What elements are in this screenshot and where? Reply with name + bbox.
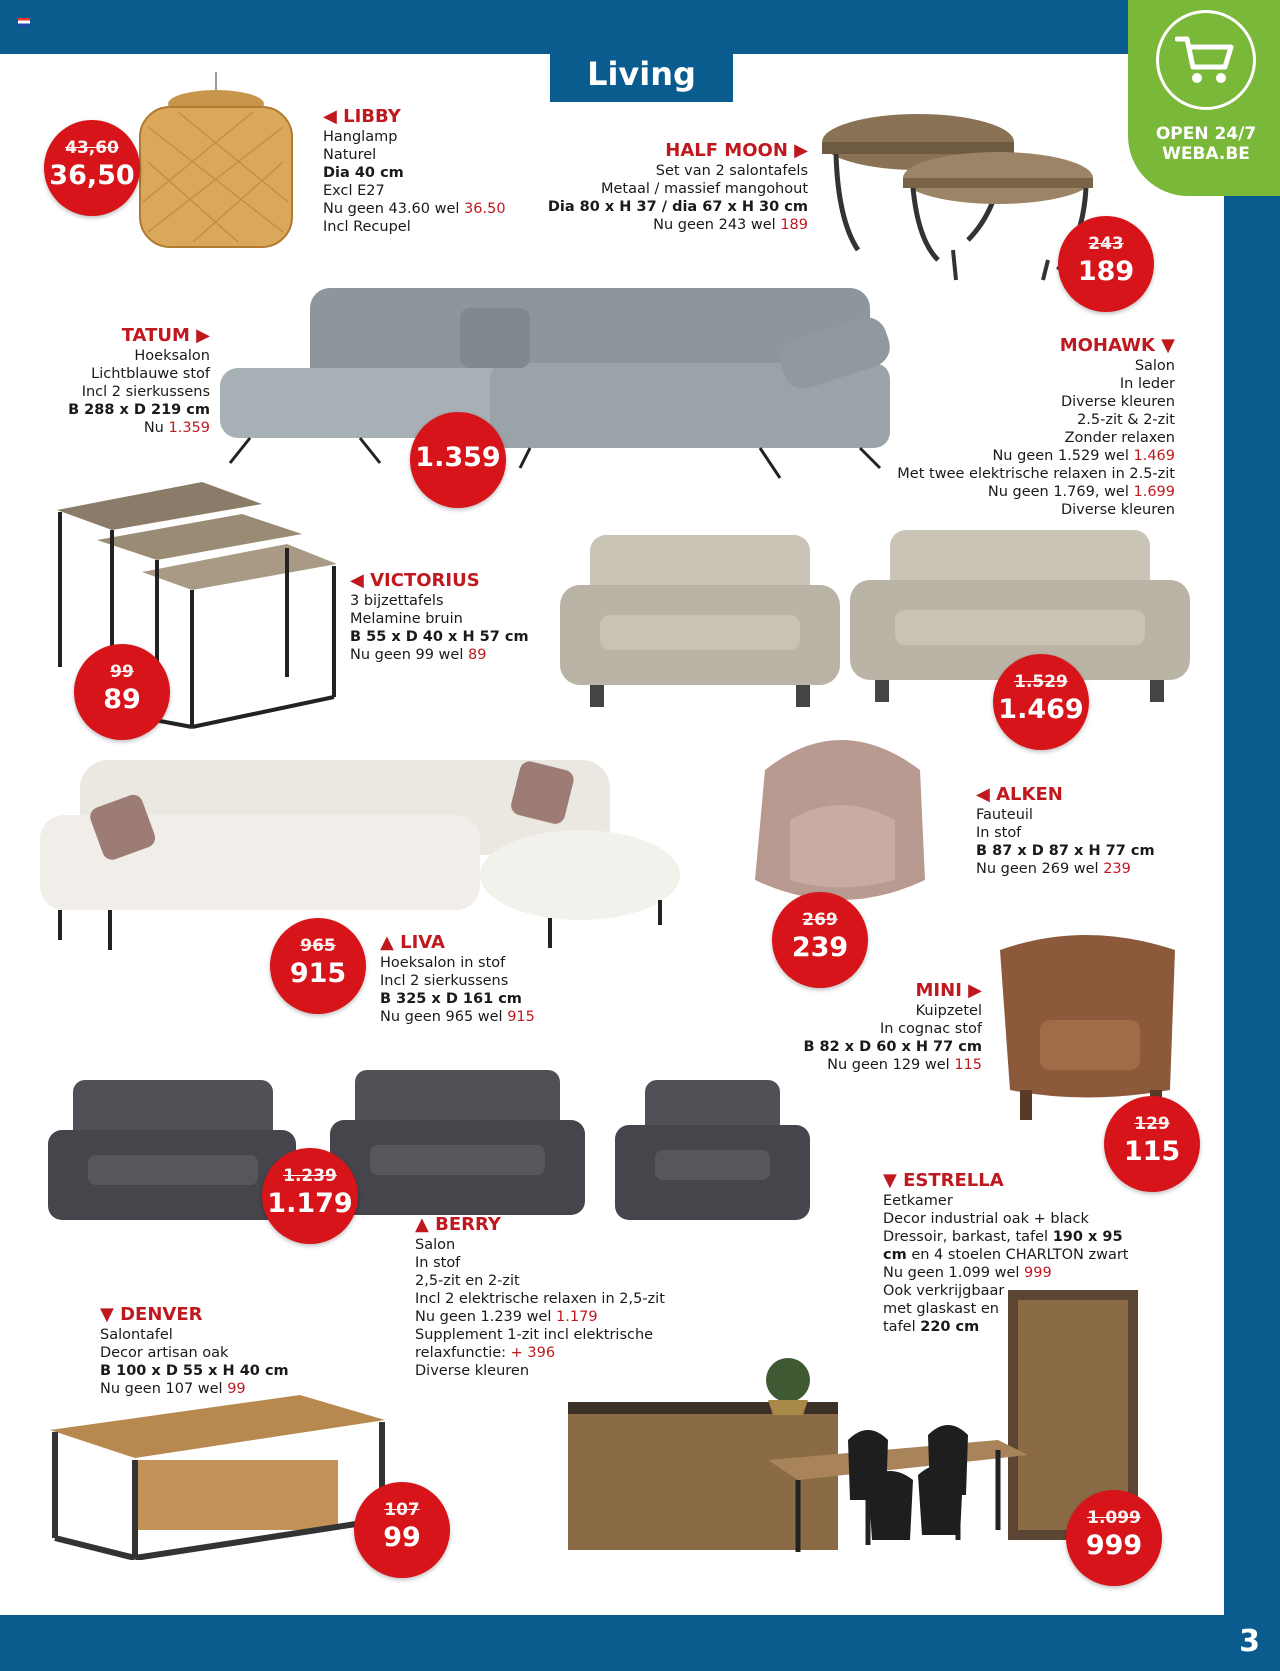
victorius-old-price: 99 bbox=[110, 662, 134, 682]
mohawk-line-2: In leder bbox=[1119, 376, 1175, 392]
victorius-dims: B 55 x D 40 x H 57 cm bbox=[350, 629, 529, 645]
mohawk-old-price: 1.529 bbox=[1014, 672, 1068, 692]
berry-line-4: Incl 2 elektrische relaxen in 2,5-zit bbox=[415, 1291, 665, 1307]
liva-old-price: 965 bbox=[300, 936, 336, 956]
alken-price-badge bbox=[772, 892, 868, 988]
mohawk-name: MOHAWK bbox=[1059, 335, 1155, 356]
denver-price-value: 99 bbox=[227, 1381, 246, 1397]
left-arrow-icon: ◀ bbox=[323, 106, 344, 127]
tatum-dims: B 288 x D 219 cm bbox=[68, 402, 210, 418]
tatum-new-price: 1.359 bbox=[415, 442, 501, 473]
liva-dims: B 325 x D 161 cm bbox=[380, 991, 522, 1007]
alken-info bbox=[976, 784, 1176, 878]
denver-old-price: 107 bbox=[384, 1500, 420, 1520]
down-arrow-icon: ▼ bbox=[100, 1304, 121, 1325]
denver-line-2: Decor artisan oak bbox=[100, 1345, 229, 1361]
mohawk-line-5: Zonder relaxen bbox=[1064, 430, 1175, 446]
mohawk-line-3: Diverse kleuren bbox=[1060, 394, 1175, 410]
mohawk-last-line: Diverse kleuren bbox=[1060, 502, 1175, 518]
halfmoon-price-text: Nu geen 243 wel bbox=[653, 217, 781, 233]
victorius-price-value: 89 bbox=[467, 647, 487, 663]
mini-info bbox=[800, 980, 982, 1074]
alken-price-value: 239 bbox=[1103, 861, 1131, 877]
mini-new-price: 115 bbox=[1123, 1136, 1181, 1167]
estrella-line-4a: cm bbox=[883, 1247, 907, 1263]
mini-line-2: In cognac stof bbox=[880, 1021, 982, 1037]
berry-last-line: Diverse kleuren bbox=[415, 1363, 530, 1379]
liva-price-badge bbox=[270, 918, 366, 1014]
berry-line-1: Salon bbox=[415, 1237, 456, 1253]
victorius-name: VICTORIUS bbox=[370, 570, 480, 591]
liva-price-value: 915 bbox=[507, 1009, 535, 1025]
libby-price-text: Nu geen 43.60 wel bbox=[323, 201, 465, 217]
mohawk-sofa-2zit-image bbox=[560, 525, 840, 715]
libby-new-price: 36,50 bbox=[49, 160, 135, 191]
berry-old-price: 1.239 bbox=[283, 1166, 337, 1186]
libby-extra-2: Incl Recupel bbox=[323, 219, 411, 235]
libby-info bbox=[323, 106, 573, 236]
mini-price-badge bbox=[1104, 1096, 1200, 1192]
liva-line-2: Incl 2 sierkussens bbox=[380, 973, 509, 989]
halfmoon-new-price: 189 bbox=[1077, 256, 1135, 287]
estrella-last-b: 220 cm bbox=[920, 1319, 980, 1335]
halfmoon-dims: Dia 80 x H 37 / dia 67 x H 30 cm bbox=[547, 199, 808, 215]
victorius-new-price: 89 bbox=[103, 684, 141, 715]
estrella-new-price: 999 bbox=[1085, 1530, 1143, 1561]
libby-line-1: Hanglamp bbox=[323, 129, 398, 145]
right-arrow-icon: ▶ bbox=[787, 140, 808, 161]
libby-line-2: Naturel bbox=[323, 147, 377, 163]
libby-extra: Excl E27 bbox=[323, 183, 385, 199]
mohawk-new-price: 1.469 bbox=[998, 694, 1084, 725]
berry-name: BERRY bbox=[435, 1214, 501, 1235]
alken-old-price: 269 bbox=[802, 910, 838, 930]
cart-icon bbox=[1156, 10, 1256, 110]
alken-new-price: 239 bbox=[791, 932, 849, 963]
liva-line-1: Hoeksalon in stof bbox=[380, 955, 506, 971]
estrella-line-2: Decor industrial oak + black bbox=[883, 1211, 1089, 1227]
alken-line-1: Fauteuil bbox=[976, 807, 1033, 823]
estrella-line-4b: en 4 stoelen CHARLTON zwart bbox=[906, 1247, 1129, 1263]
estrella-line-3b: 190 x 95 bbox=[1052, 1229, 1123, 1245]
berry-sofa-2zit-image bbox=[48, 1080, 296, 1230]
denver-info bbox=[100, 1304, 320, 1398]
berry-info bbox=[415, 1214, 675, 1380]
mohawk-info bbox=[880, 335, 1175, 519]
victorius-price-badge bbox=[74, 644, 170, 740]
berry-sofa-25zit-image bbox=[330, 1070, 585, 1222]
denver-price-badge bbox=[354, 1482, 450, 1578]
mini-line-1: Kuipzetel bbox=[915, 1003, 982, 1019]
victorius-line-2: Melamine bruin bbox=[350, 611, 463, 627]
mohawk-price-1-text: Nu geen 1.529 wel bbox=[992, 448, 1134, 464]
page-number: 3 bbox=[1239, 1624, 1260, 1659]
berry-price-text: Nu geen 1.239 wel bbox=[415, 1309, 557, 1325]
tatum-name: TATUM bbox=[121, 325, 190, 346]
left-arrow-icon: ◀ bbox=[976, 784, 997, 805]
libby-old-price: 43,60 bbox=[65, 138, 119, 158]
tatum-price-badge bbox=[410, 412, 506, 508]
victorius-line-1: 3 bijzettafels bbox=[350, 593, 444, 609]
halfmoon-line-2: Metaal / massief mangohout bbox=[600, 181, 808, 197]
denver-dims: B 100 x D 55 x H 40 cm bbox=[100, 1363, 289, 1379]
halfmoon-price-value: 189 bbox=[780, 217, 808, 233]
tatum-sofa-image bbox=[220, 268, 910, 493]
denver-new-price: 99 bbox=[383, 1522, 421, 1553]
mohawk-price-badge bbox=[993, 654, 1089, 750]
victorius-price-text: Nu geen 99 wel bbox=[350, 647, 468, 663]
berry-line-2: In stof bbox=[415, 1255, 461, 1271]
estrella-name: ESTRELLA bbox=[903, 1170, 1004, 1191]
berry-chair-image bbox=[615, 1080, 810, 1225]
liva-info bbox=[380, 932, 580, 1026]
tatum-info bbox=[40, 325, 210, 437]
liva-name: LIVA bbox=[400, 932, 445, 953]
denver-line-1: Salontafel bbox=[100, 1327, 173, 1343]
alken-dims: B 87 x D 87 x H 77 cm bbox=[976, 843, 1155, 859]
liva-new-price: 915 bbox=[289, 958, 347, 989]
liva-price-text: Nu geen 965 wel bbox=[380, 1009, 508, 1025]
halfmoon-line-1: Set van 2 salontafels bbox=[655, 163, 808, 179]
estrella-line-3a: Dressoir, barkast, tafel bbox=[883, 1229, 1053, 1245]
berry-supplement-price: + 396 bbox=[510, 1345, 556, 1361]
victorius-info bbox=[350, 570, 550, 664]
libby-name: LIBBY bbox=[343, 106, 401, 127]
berry-supplement-2: relaxfunctie: bbox=[415, 1345, 511, 1361]
estrella-more-2: met glaskast en bbox=[883, 1301, 999, 1317]
berry-supplement-1: Supplement 1-zit incl elektrische bbox=[415, 1327, 654, 1343]
mini-dims: B 82 x D 60 x H 77 cm bbox=[803, 1039, 982, 1055]
libby-price-value: 36.50 bbox=[464, 201, 506, 217]
berry-price-badge bbox=[262, 1148, 358, 1244]
estrella-info bbox=[883, 1170, 1133, 1336]
halfmoon-name: HALF MOON bbox=[665, 140, 788, 161]
up-arrow-icon: ▲ bbox=[415, 1214, 436, 1235]
tatum-line-2: Lichtblauwe stof bbox=[91, 366, 210, 382]
estrella-price-badge bbox=[1066, 1490, 1162, 1586]
right-bar bbox=[1224, 0, 1280, 1671]
mohawk-price-1-value: 1.469 bbox=[1133, 448, 1175, 464]
mohawk-price-2-value: 1.699 bbox=[1133, 484, 1175, 500]
halfmoon-price-badge bbox=[1058, 216, 1154, 312]
estrella-price-value: 999 bbox=[1024, 1265, 1052, 1281]
liva-sofa-image bbox=[40, 750, 680, 955]
mini-price-value: 115 bbox=[954, 1057, 982, 1073]
berry-line-3: 2,5-zit en 2-zit bbox=[415, 1273, 520, 1289]
bottom-bar bbox=[0, 1615, 1280, 1671]
tatum-price-text: Nu bbox=[143, 420, 169, 436]
halfmoon-info bbox=[540, 140, 808, 234]
down-arrow-icon: ▼ bbox=[1154, 335, 1175, 356]
mohawk-line-4: 2.5-zit & 2-zit bbox=[1077, 412, 1175, 428]
berry-price-value: 1.179 bbox=[556, 1309, 598, 1325]
badge-line-1: OPEN 24/7 bbox=[1155, 124, 1257, 144]
estrella-price-text: Nu geen 1.099 wel bbox=[883, 1265, 1025, 1281]
alken-name: ALKEN bbox=[996, 784, 1063, 805]
down-arrow-icon: ▼ bbox=[883, 1170, 904, 1191]
estrella-last-a: tafel bbox=[883, 1319, 921, 1335]
halfmoon-old-price: 243 bbox=[1088, 234, 1124, 254]
open-badge[interactable] bbox=[1128, 0, 1280, 196]
libby-dims: Dia 40 cm bbox=[323, 165, 404, 181]
tatum-line-3: Incl 2 sierkussens bbox=[81, 384, 210, 400]
left-arrow-icon: ◀ bbox=[350, 570, 371, 591]
berry-new-price: 1.179 bbox=[267, 1188, 353, 1219]
alken-price-text: Nu geen 269 wel bbox=[976, 861, 1104, 877]
alken-line-2: In stof bbox=[976, 825, 1022, 841]
right-arrow-icon: ▶ bbox=[961, 980, 982, 1001]
libby-lamp-image bbox=[118, 72, 308, 262]
estrella-more-1: Ook verkrijgbaar bbox=[883, 1283, 1005, 1299]
flag-icon bbox=[18, 18, 30, 26]
mohawk-relax-line: Met twee elektrische relaxen in 2.5-zit bbox=[897, 466, 1175, 482]
denver-table-image bbox=[50, 1390, 390, 1560]
denver-price-text: Nu geen 107 wel bbox=[100, 1381, 228, 1397]
mini-name: MINI bbox=[915, 980, 962, 1001]
badge-line-2: WEBA.BE bbox=[1162, 144, 1250, 164]
halfmoon-tables-image bbox=[818, 110, 1098, 290]
libby-price-badge bbox=[44, 120, 140, 216]
section-title: Living bbox=[550, 46, 733, 102]
tatum-line-1: Hoeksalon bbox=[134, 348, 210, 364]
estrella-old-price: 1.099 bbox=[1087, 1508, 1141, 1528]
estrella-line-1: Eetkamer bbox=[883, 1193, 953, 1209]
mohawk-price-2-text: Nu geen 1.769, wel bbox=[987, 484, 1134, 500]
denver-name: DENVER bbox=[120, 1304, 203, 1325]
mini-price-text: Nu geen 129 wel bbox=[827, 1057, 955, 1073]
tatum-price-value: 1.359 bbox=[168, 420, 210, 436]
mohawk-line-1: Salon bbox=[1134, 358, 1175, 374]
mini-old-price: 129 bbox=[1134, 1114, 1170, 1134]
up-arrow-icon: ▲ bbox=[380, 932, 401, 953]
right-arrow-icon: ▶ bbox=[189, 325, 210, 346]
